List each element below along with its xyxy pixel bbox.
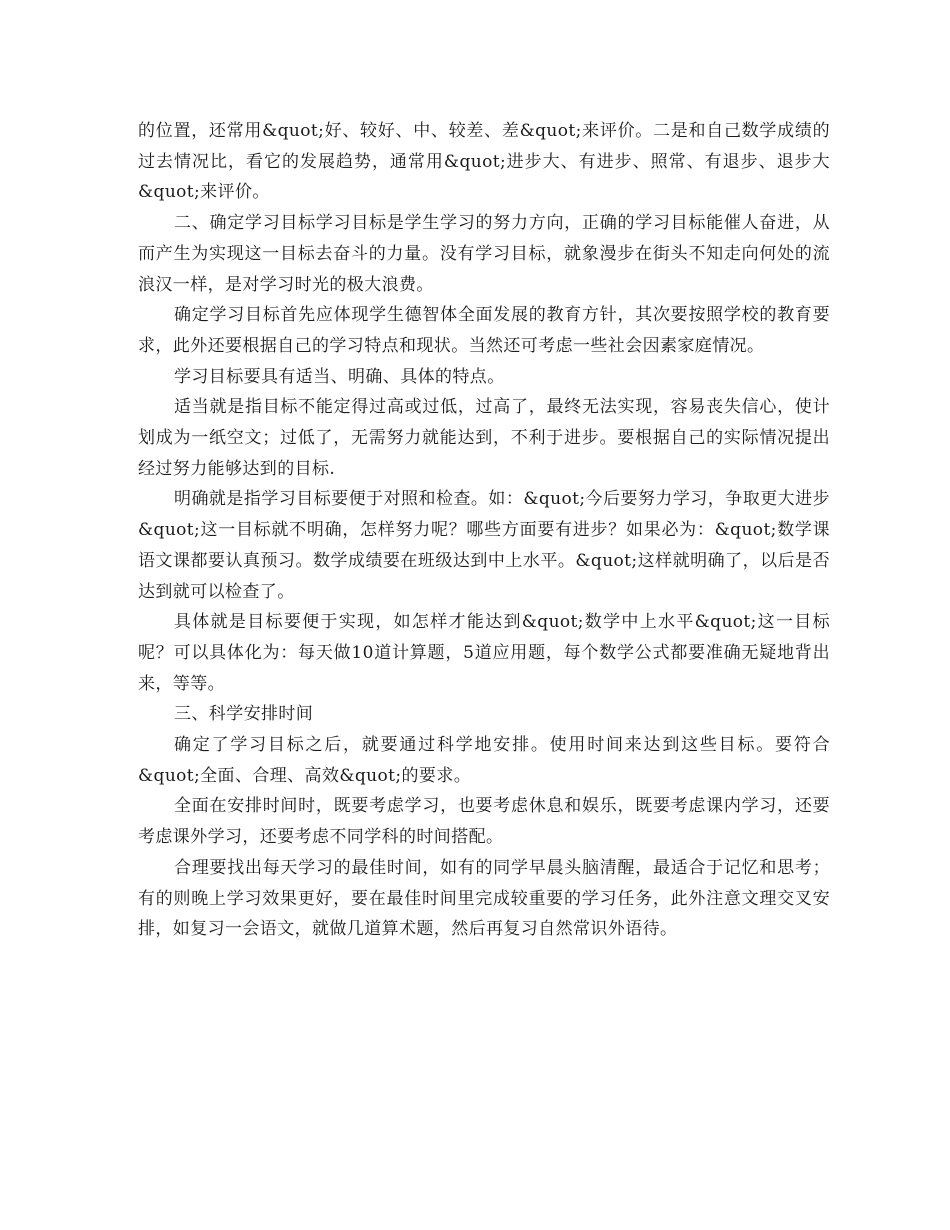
paragraph-3: 确定学习目标首先应体现学生德智体全面发展的教育方针，其次要按照学校的教育要求，此外还要根据自己的学习特点和现状。当然还可考虑一些社会因素家庭情况。 — [138, 305, 830, 356]
section-heading-3: 三、科学安排时间 — [174, 704, 314, 725]
paragraph-10: 全面在安排时间时，既要考虑学习，也要考虑休息和娱乐，既要考虑课内学习，还要考虑课外学习，还要考虑不同学科的时间搭配。 — [138, 796, 830, 848]
paragraph-2: 二、确定学习目标学习目标是学生学习的努力方向，正确的学习目标能催人奋进，从而产生为实现这一目标去奋斗的力量。没有学习目标，就象漫步在街头不知走向何处的流浪汉一样，是对学习时光的极大浪费。 — [138, 213, 830, 295]
paragraph-9: 确定了学习目标之后，就要通过科学地安排。使用时间来达到这些目标。要符合&quot;全面、合理、高效&quot;的要求。 — [138, 735, 830, 786]
paragraph-6: 明确就是指学习目标要便于对照和检查。如：&quot;今后要努力学习，争取更大进步&quot;这一目标就不明确，怎样努力呢？哪些方面要有进步？如果必为：&quot;数学课语文课都要认真预习。数学成绩要在班级达到中上水平。&quot;这样就明确了，以后是否达到就可以检查了。 — [138, 489, 830, 602]
paragraph-4: 学习目标要具有适当、明确、具体的特点。 — [174, 366, 505, 387]
paragraph-1: 的位置，还常用&quot;好、较好、中、较差、差&quot;来评价。二是和自己数学成绩的过去情况比，看它的发展趋势，通常用&quot;进步大、有进步、照常、有退步、退步大&quot;来评价。 — [138, 121, 830, 203]
paragraph-5: 适当就是指目标不能定得过高或过低，过高了，最终无法实现，容易丧失信心，使计划成为一纸空文；过低了，无需努力就能达到，不利于进步。要根据自己的实际情况提出经过努力能够达到的目标. — [138, 397, 830, 479]
document-body — [138, 116, 830, 945]
paragraph-11: 合理要找出每天学习的最佳时间，如有的同学早晨头脑清醒，最适合于记忆和思考；有的则晚上学习效果更好，要在最佳时间里完成较重要的学习任务，此外注意文理交叉安排，如复习一会语文，就做几道算术题，然后再复习自然常识外语待。 — [138, 857, 830, 940]
paragraph-7: 具体就是目标要便于实现，如怎样才能达到&quot;数学中上水平&quot;这一目标呢？可以具体化为：每天做10道计算题，5道应用题，每个数学公式都要准确无疑地背出来，等等。 — [138, 612, 830, 694]
